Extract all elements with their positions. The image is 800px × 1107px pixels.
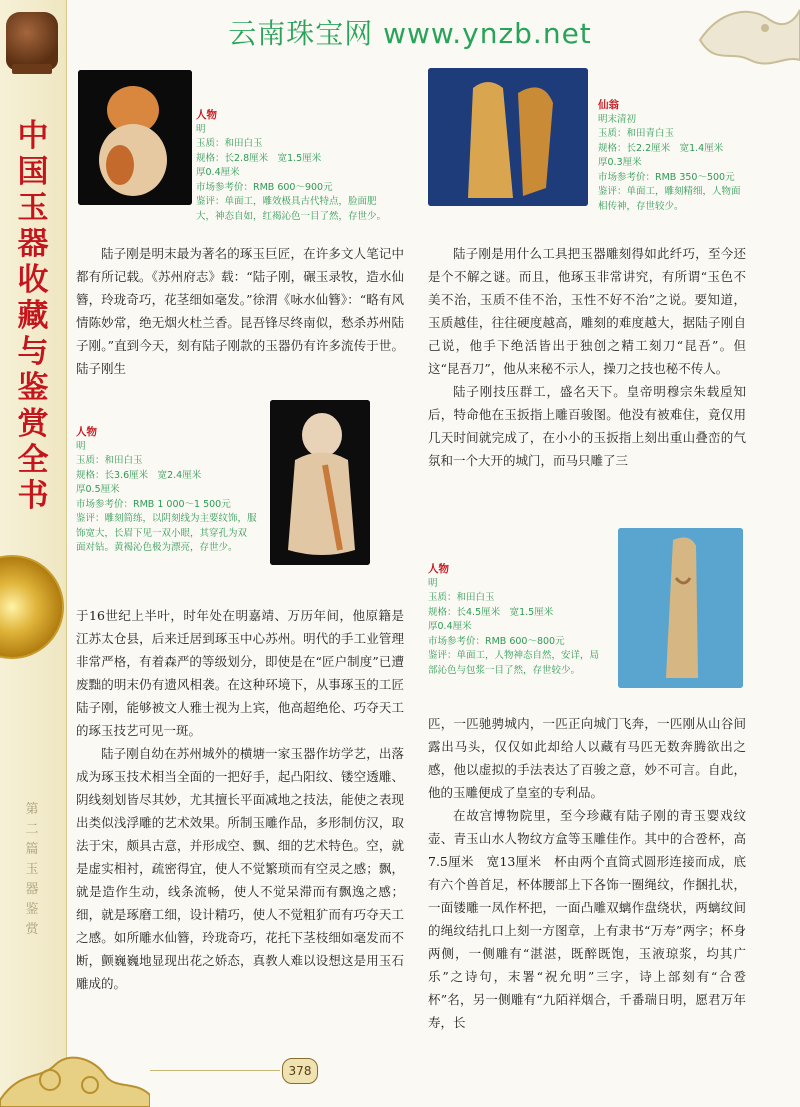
caption-line: 市场参考价：RMB 600～900元: [196, 181, 333, 193]
caption-line: 市场参考价：RMB 1 000～1 500元: [76, 498, 231, 510]
caption-line: 鉴评：单面工，雕刻精细，人物面: [598, 186, 741, 197]
caption-line: 明: [196, 123, 206, 135]
caption-line: 部沁色与包浆一目了然，存世较少。: [428, 664, 581, 676]
jade-figure-photo: [78, 70, 192, 205]
chapter-char: 第: [25, 802, 39, 817]
page-number: 378: [282, 1058, 318, 1084]
lion-statue-base: [12, 64, 52, 74]
chapter-char: 鉴: [25, 902, 39, 917]
cloud-ornament-icon: [0, 1010, 150, 1107]
caption-line: 鉴评：雕刻简练，以阴刻线为主要纹饰，服: [76, 513, 257, 524]
caption-3: [598, 98, 768, 214]
footer-divider: [150, 1070, 280, 1071]
caption-4: [428, 562, 613, 678]
caption-line: 市场参考价：RMB 600～800元: [428, 635, 565, 647]
book-title-char: 全: [17, 442, 49, 478]
book-title: [7, 118, 59, 514]
caption-line: 饰宽大，长眉下见一双小眼，其穿孔为双: [76, 527, 248, 539]
caption-title: 仙翁: [598, 99, 619, 111]
body-text-left-bottom: [76, 604, 404, 995]
jade-figure-photo: [618, 528, 743, 688]
paragraph: 陆子刚自幼在苏州城外的横塘一家玉器作坊学艺，出落成为琢玉技术相当全面的一把好手，起凸阳纹、镂空透雕、阴线刻划皆尽其妙，尤其擅长平面减地之技法，能使之表现出类似浅浮雕的艺术效果。所制玉雕作品，多形制仿汉，取法于宋，颇具古意，并形成空、飘、细的艺术特色。空，就是虚实相衬，疏密得宜，使人不觉繁琐而有空灵之感；飘，就是造作生动，线条流畅，使人不觉呆滞而有飘逸之感；细，就是琢磨工细，设计精巧，使人不觉粗犷而有巧夺天工之感。如所雕水仙簪，玲珑奇巧，花托下茎枝细如毫发而不断，颤巍巍地显现出花之娇态，真教人难以设想这是用玉石雕成的。: [76, 746, 404, 991]
book-title-char: 藏: [17, 298, 49, 334]
chapter-char: 玉: [25, 862, 39, 877]
paragraph: 在故宫博物院里，至今珍藏有陆子刚的青玉婴戏纹壶、青玉山水人物纹方盒等玉雕佳作。其中的合卺杯，高7.5厘米 宽13厘米 杯由两个直筒式圆形连接而成，底有六个兽首足，杯体腰部上下各饰一圈绳纹，作捆扎状，一面镂雕一凤作杯把，一面凸雕双螭作盘绕状，两螭纹间的绳纹结扎口上刻一方图章，上有隶书“万寿”两字；杯身两侧，一侧雕有“湛湛，既醉既饱，玉液琼浆，均其广乐”之诗句，末署“祝允明”三字，诗上部刻有“合卺杯”名，另一侧雕有“九陌祥烟合，千番瑞日明，愿君万年寿，长: [428, 808, 746, 1030]
chapter-char: 赏: [25, 922, 39, 937]
caption-line: 明末清初: [598, 113, 637, 125]
caption-line: 厚0.3厘米: [598, 157, 642, 168]
caption-line: 厚0.4厘米: [428, 621, 472, 632]
caption-title: 人物: [196, 109, 217, 121]
caption-line: 玉质：和田白玉: [196, 138, 263, 149]
chapter-char: 篇: [25, 842, 39, 857]
body-text-left-top: [76, 242, 404, 380]
caption-line: 规格：长2.2厘米 宽1.4厘米: [598, 142, 724, 154]
caption-line: 规格：长2.8厘米 宽1.5厘米: [196, 152, 322, 164]
caption-line: 厚0.5厘米: [76, 484, 120, 495]
paragraph: 匹，一匹驰骋城内，一匹正向城门飞奔，一匹刚从山谷间露出马头，仅仅如此却给人以藏有马匹无数奔腾欲出之感，他以虚拟的手法表达了百骏之意，妙不可言。自此，他的玉雕便成了皇室的专利品。: [428, 716, 746, 800]
lion-statue-icon: [6, 12, 58, 70]
book-title-char: 与: [17, 334, 49, 370]
sidebar: [0, 0, 67, 1107]
paragraph: 陆子刚是用什么工具把玉器雕刻得如此纤巧，至今还是个不解之谜。而且，他琢玉非常讲究，有所谓“玉色不美不治，玉质不佳不治，玉性不好不治”之说。要知道，玉质越佳，往往硬度越高，雕刻的难度越大，据陆子刚自己说，他手下绝活皆出于独创之精工刻刀“昆吾”。但这“昆吾刀”，他从来秘不示人，操刀之技也秘不传人。: [428, 246, 746, 376]
caption-line: 玉质：和田青白玉: [598, 128, 675, 139]
book-title-char: 收: [17, 262, 49, 298]
caption-line: 玉质：和田白玉: [428, 592, 495, 603]
site-title: 云南珠宝网 www.ynzb.net: [228, 17, 592, 50]
caption-line: 厚0.4厘米: [196, 167, 240, 178]
caption-title: 人物: [76, 426, 97, 438]
chapter-char: 器: [25, 882, 39, 897]
book-title-char: 书: [17, 478, 49, 514]
book-title-char: 器: [17, 226, 49, 262]
book-title-char: 玉: [17, 190, 49, 226]
caption-2: [76, 425, 266, 556]
paragraph: 陆子刚是明末最为著名的琢玉巨匠，在许多文人笔记中都有所记载。《苏州府志》载：“陆子刚，碾玉录牧，造水仙簪，玲珑奇巧，花茎细如毫发。”徐渭《咏水仙簪》：“略有风情陈妙常，绝无烟火杜兰香。昆吾锋尽终南似，愁杀苏州陆子刚。”直到今天，刻有陆子刚款的玉器仍有许多流传于世。陆子刚生: [76, 246, 404, 376]
jade-figure-photo: [270, 400, 370, 565]
book-title-char: 赏: [17, 406, 49, 442]
body-text-right-top: [428, 242, 746, 472]
caption-line: 相传神，存世较少。: [598, 200, 684, 212]
caption-line: 面对钻。黄褐沁色极为漂亮，存世少。: [76, 542, 238, 553]
caption-line: 市场参考价：RMB 350～500元: [598, 171, 735, 183]
body-text-right-bottom: [428, 712, 746, 1034]
chapter-label: [14, 800, 50, 940]
caption-1: [196, 108, 396, 224]
jade-figure-photo: [428, 68, 588, 206]
book-title-char: 鉴: [17, 370, 49, 406]
caption-line: 大，神态自如，红褐沁色一目了然，存世少。: [196, 210, 387, 222]
paragraph: 陆子刚技压群工，盛名天下。皇帝明穆宗朱载垕知后，特命他在玉扳指上雕百骏图。他没有被难住，竟仅用几天时间就完成了，在小小的玉扳指上刻出重山叠峦的气氛和一个大开的城门，而马只雕了三: [428, 384, 746, 468]
caption-line: 玉质：和田白玉: [76, 455, 143, 466]
gold-medallion-icon: [0, 555, 64, 659]
caption-line: 鉴评：单面工，雕效极具古代特点，脸面肥: [196, 196, 377, 207]
dragon-ornament-icon: [690, 0, 800, 80]
caption-line: 明: [76, 440, 86, 452]
caption-line: 规格：长4.5厘米 宽1.5厘米: [428, 606, 554, 618]
caption-title: 人物: [428, 563, 449, 575]
book-title-char: 国: [17, 154, 49, 190]
caption-line: 规格：长3.6厘米 宽2.4厘米: [76, 469, 202, 481]
book-title-char: 中: [17, 118, 49, 154]
caption-line: 鉴评：单面工，人物神态自然，安详，局: [428, 650, 600, 661]
chapter-char: 二: [25, 822, 39, 837]
caption-line: 明: [428, 577, 438, 589]
paragraph: 于16世纪上半叶，时年处在明嘉靖、万历年间，他原籍是江苏太仓县，后来迁居到琢玉中心苏州。明代的手工业管理非常严格，有着森严的等级划分，即使是在“匠户制度”已遭废黜的明末仍有遗风相袭。在这种环境下，从事琢玉的工匠陆子刚，能够被文人雅士视为上宾，他高超绝伦、巧夺天工的琢玉技艺可见一斑。: [76, 608, 404, 738]
